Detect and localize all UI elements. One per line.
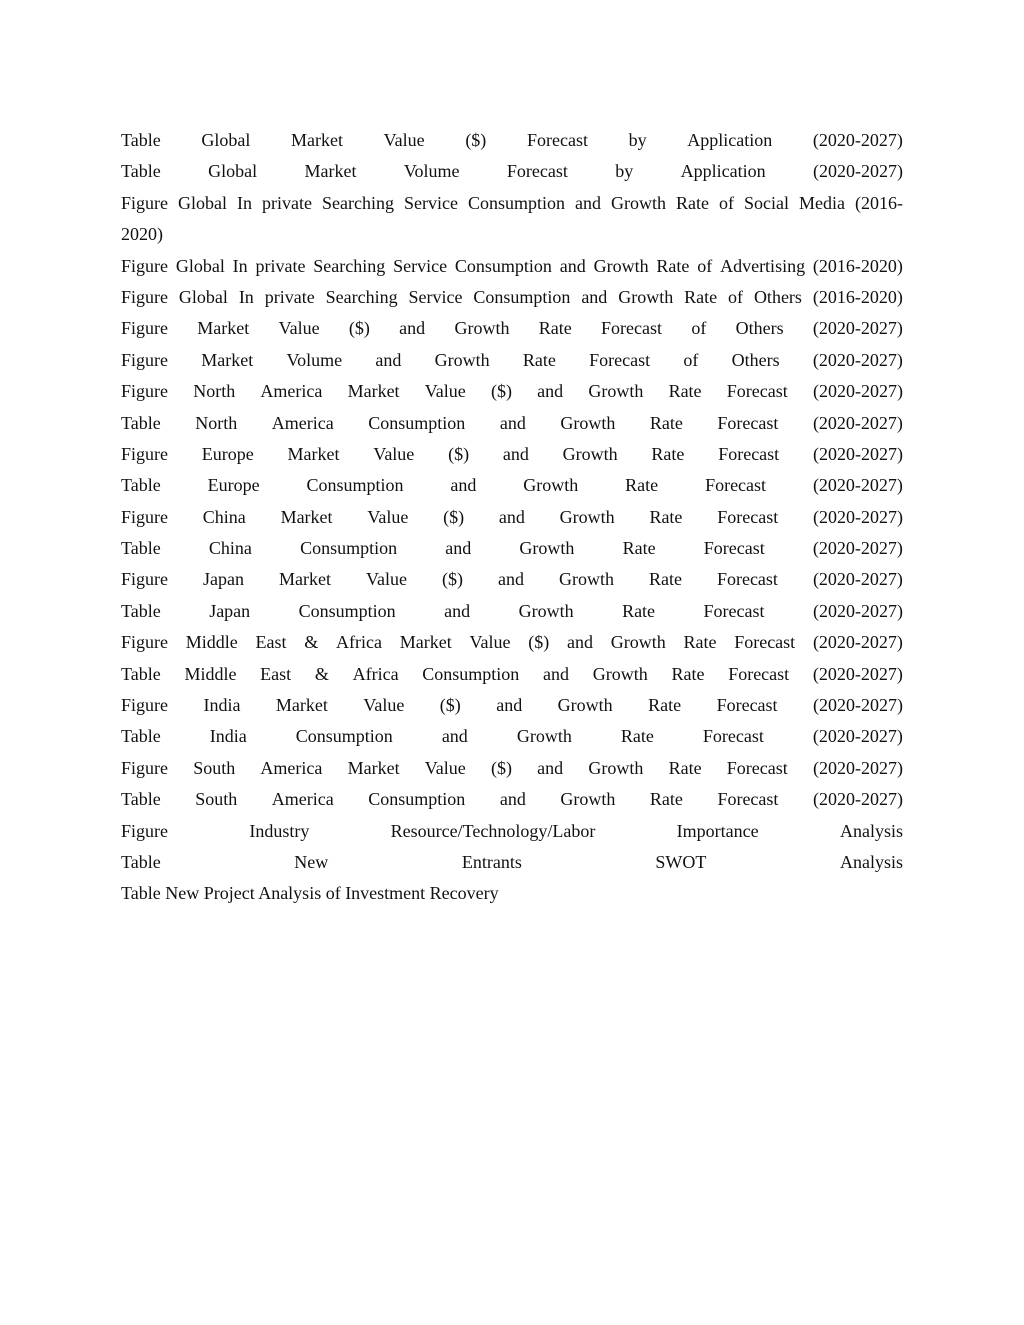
entry-word: Value (365, 569, 407, 590)
entry-word: Growth (592, 663, 648, 684)
entry-word: Middle (185, 632, 238, 653)
entry-word: Forecast (717, 506, 779, 527)
list-entry (121, 470, 903, 501)
list-entry (121, 502, 903, 533)
entry-word: of (691, 318, 707, 339)
list-entry (121, 313, 903, 344)
entry-word: and (375, 349, 402, 370)
entry-word: Advertising (720, 255, 806, 276)
list-entry (121, 659, 903, 690)
entry-word: (2020-2027) (812, 130, 903, 150)
entry-word: Market (201, 349, 254, 370)
entry-word: Consumption (473, 286, 571, 307)
entry-word: Importance (676, 820, 759, 841)
list-entry (121, 533, 903, 564)
entry-word: Rate (651, 443, 685, 464)
entry-word: and (399, 318, 426, 339)
entry-word: and (566, 632, 593, 653)
entry-word: Global (178, 286, 228, 307)
entry-word: (2020-2027) (812, 318, 903, 339)
entry-word: Growth (558, 569, 614, 590)
entry-word: Rate (671, 663, 705, 684)
entry-word: Table (121, 538, 161, 559)
entry-word: and (497, 569, 524, 590)
list-entry (121, 753, 903, 784)
entry-word: (2020-2027) (812, 726, 903, 747)
entry-word: Consumption (306, 475, 404, 496)
entry-word: of (728, 286, 744, 307)
list-entry (121, 564, 903, 595)
entry-word: Consumption (295, 726, 393, 747)
entry-word: ($) (448, 443, 470, 464)
entry-word: Forecast (589, 349, 651, 370)
list-entry (121, 816, 903, 847)
entry-word: Growth (557, 695, 613, 716)
entry-word: In (237, 192, 252, 213)
entry-word: Rate (622, 600, 656, 621)
entry-word: Application (680, 161, 766, 182)
entry-word: Growth (559, 506, 615, 527)
entry-word: Growth (516, 726, 572, 747)
entry-word: Analysis (839, 851, 903, 872)
entry-word: (2020-2027) (813, 695, 903, 716)
entry-word: Growth (593, 255, 649, 276)
entry-word: Africa (336, 632, 382, 653)
entry-word: Value (373, 443, 415, 464)
entry-word: and (441, 726, 468, 747)
entry-word: Market (347, 757, 400, 778)
entry-word: Growth (562, 443, 618, 464)
entry-word: Growth (518, 600, 574, 621)
entry-word: Service (393, 255, 448, 276)
entry-word: Entrants (461, 851, 522, 872)
entry-word: Table (121, 412, 161, 433)
entry-word: South (195, 789, 238, 810)
list-entry (121, 627, 903, 658)
entry-word: and (537, 757, 564, 778)
entry-word: Rate (648, 695, 682, 716)
entry-word: Market (304, 161, 357, 182)
entry-word: Rate (648, 569, 682, 590)
entry-word: In (238, 286, 254, 307)
entry-word: Figure (121, 632, 168, 653)
entry-word: Figure (121, 381, 168, 402)
entry-word: and (445, 538, 472, 559)
entry-word: Growth (523, 475, 579, 496)
entry-word: Growth (618, 286, 674, 307)
entry-word: (2020-2027) (812, 757, 903, 778)
entry-word: Searching (325, 286, 398, 307)
entry-word: America (271, 789, 334, 810)
entry-word: Forecast (703, 538, 765, 559)
entry-word: & (304, 632, 319, 653)
entry-word: (2016-2020) (812, 286, 903, 307)
entry-word: (2020-2027) (812, 506, 903, 527)
entry-word: (2020-2027) (812, 381, 903, 402)
entry-word: and (444, 600, 471, 621)
entry-word: Rate (538, 318, 572, 339)
entry-word: Table (121, 663, 161, 684)
list-entry (121, 784, 903, 815)
list-entry (121, 596, 903, 627)
entry-word: America (271, 412, 334, 433)
entry-word: Middle (184, 663, 237, 684)
entry-word: Market (287, 443, 340, 464)
entry-word: America (260, 381, 323, 402)
entry-word: Rate (668, 757, 702, 778)
list-entry (121, 690, 903, 721)
entry-word: Value (424, 757, 466, 778)
entry-word: (2020-2027) (812, 538, 903, 559)
entry-word: Consumption (467, 192, 565, 213)
entry-word: Figure (121, 695, 168, 716)
entry-word: Value (278, 318, 320, 339)
entry-word: SWOT (655, 851, 707, 872)
entry-word: Figure (121, 757, 168, 778)
entry-word: Rate (649, 506, 683, 527)
entry-word: by (628, 130, 647, 150)
entry-word: Others (735, 318, 784, 339)
entry-word: Consumption (300, 538, 398, 559)
entry-word: Searching (321, 192, 394, 213)
list-entry: 2020) (121, 224, 163, 245)
entry-word: and (574, 192, 601, 213)
entry-word: Figure (121, 569, 168, 590)
entry-word: & (314, 663, 329, 684)
entry-word: Application (687, 130, 773, 150)
list-entry (121, 188, 903, 219)
entry-word: Rate (649, 789, 683, 810)
entry-word: Market (197, 318, 250, 339)
entry-word: North (195, 412, 238, 433)
entry-word: Rate (684, 286, 718, 307)
entry-word: Figure (121, 286, 168, 307)
entry-word: India (209, 726, 247, 747)
entry-word: (2020-2027) (812, 632, 903, 653)
entry-word: New (294, 851, 329, 872)
entry-word: Figure (121, 318, 168, 339)
entry-word: Figure (121, 443, 168, 464)
entry-word: of (718, 192, 734, 213)
entry-word: Value (367, 506, 409, 527)
entry-word: Forecast (601, 318, 663, 339)
entry-word: Growth (454, 318, 510, 339)
list-entry (121, 439, 903, 470)
entry-word: Consumption (422, 663, 520, 684)
entry-word: Growth (519, 538, 575, 559)
list-entry (121, 282, 903, 313)
entry-word: Rate (649, 412, 683, 433)
list-entry (121, 847, 903, 878)
entry-word: private (264, 286, 315, 307)
entry-word: Global (208, 161, 258, 182)
entry-word: (2020-2027) (812, 443, 903, 464)
entry-word: Rate (625, 475, 659, 496)
entry-word: Consumption (298, 600, 396, 621)
entry-word: Africa (352, 663, 399, 684)
entry-word: Consumption (368, 789, 466, 810)
entry-word: Rate (656, 255, 690, 276)
entry-word: Service (403, 192, 458, 213)
entry-word: China (202, 506, 246, 527)
entry-word: Global (175, 255, 225, 276)
entry-word: Analysis (839, 820, 903, 841)
entry-word: Volume (286, 349, 343, 370)
entry-word: ($) (465, 130, 487, 150)
entry-word: Growth (588, 757, 644, 778)
entry-word: Searching (313, 255, 386, 276)
entry-word: and (581, 286, 608, 307)
entry-word: Growth (588, 381, 644, 402)
entry-word: and (498, 506, 525, 527)
entry-word: Rate (522, 349, 556, 370)
entry-word: Social (743, 192, 789, 213)
list-entry: Table New Project Analysis of Investment Recovery (121, 883, 499, 904)
list-entry (121, 251, 903, 282)
entry-word: and (499, 412, 526, 433)
entry-word: South (193, 757, 236, 778)
entry-word: (2020-2027) (812, 161, 903, 182)
entry-word: Market (280, 506, 333, 527)
entry-word: Growth (610, 632, 666, 653)
entry-word: of (683, 349, 699, 370)
entry-word: Forecast (703, 600, 765, 621)
entry-word: Table (121, 130, 161, 150)
entry-word: Figure (121, 820, 168, 841)
entry-word: Resource/Technology/Labor (390, 820, 596, 841)
entry-word: Forecast (726, 381, 788, 402)
entry-word: Forecast (717, 789, 779, 810)
entry-word: Table (121, 726, 161, 747)
entry-word: Figure (121, 349, 168, 370)
entry-word: and (537, 381, 564, 402)
entry-word: In (232, 255, 248, 276)
entry-word: ($) (443, 506, 465, 527)
entry-word: Rate (622, 538, 656, 559)
entry-word: Forecast (716, 695, 778, 716)
list-entry (121, 721, 903, 752)
entry-word: ($) (348, 318, 370, 339)
entry-word: (2020-2027) (812, 412, 903, 433)
entry-word: Table (121, 851, 161, 872)
entry-word: Value (424, 381, 466, 402)
entry-word: Rate (683, 632, 717, 653)
entry-word: Forecast (718, 443, 780, 464)
entry-word: Consumption (368, 412, 466, 433)
list-of-tables-and-figures (121, 125, 903, 910)
entry-word: Volume (403, 161, 460, 182)
list-entry (121, 408, 903, 439)
entry-word: East (255, 632, 287, 653)
entry-word: Value (363, 695, 405, 716)
entry-word: Forecast (726, 757, 788, 778)
entry-word: private (255, 255, 306, 276)
entry-word: (2020-2027) (812, 349, 903, 370)
entry-word: China (208, 538, 252, 559)
entry-word: Forecast (734, 632, 796, 653)
entry-word: Table (121, 475, 161, 496)
entry-word: ($) (490, 757, 512, 778)
entry-word: Growth (560, 789, 616, 810)
entry-word: ($) (441, 569, 463, 590)
entry-word: (2020-2027) (812, 475, 903, 496)
entry-word: Value (469, 632, 511, 653)
entry-word: Table (121, 789, 161, 810)
entry-word: Rate (620, 726, 654, 747)
entry-word: Global (201, 130, 251, 150)
entry-word: Figure (121, 506, 168, 527)
entry-word: Growth (610, 192, 666, 213)
entry-word: America (260, 757, 323, 778)
entry-word: Market (278, 569, 331, 590)
entry-word: Others (753, 286, 802, 307)
entry-word: ($) (490, 381, 512, 402)
entry-word: by (615, 161, 634, 182)
entry-word: Forecast (717, 412, 779, 433)
entry-word: Rate (675, 192, 709, 213)
entry-word: Europe (207, 475, 260, 496)
entry-word: Global (178, 192, 227, 213)
entry-word: Forecast (728, 663, 790, 684)
entry-word: (2020-2027) (812, 600, 903, 621)
entry-word: Market (399, 632, 452, 653)
entry-word: ($) (528, 632, 550, 653)
entry-word: (2020-2027) (812, 569, 903, 590)
entry-word: Consumption (454, 255, 552, 276)
entry-word: and (559, 255, 586, 276)
entry-word: Forecast (506, 161, 568, 182)
entry-word: and (499, 789, 526, 810)
entry-word: Forecast (702, 726, 764, 747)
entry-word: Figure (121, 192, 168, 213)
entry-word: North (193, 381, 236, 402)
entry-word: Figure (121, 255, 168, 276)
entry-word: India (203, 695, 241, 716)
entry-word: and (450, 475, 477, 496)
entry-word: Industry (249, 820, 310, 841)
entry-word: Market (291, 130, 344, 150)
entry-word: Europe (201, 443, 254, 464)
entry-word: Service (408, 286, 463, 307)
entry-word: Market (347, 381, 400, 402)
entry-word: (2016- (854, 192, 903, 213)
entry-word: ($) (439, 695, 461, 716)
entry-word: East (260, 663, 292, 684)
entry-word: Growth (560, 412, 616, 433)
entry-word: Table (121, 161, 161, 182)
list-entry (121, 156, 903, 187)
entry-word: (2016-2020) (812, 255, 903, 276)
entry-word: Forecast (716, 569, 778, 590)
entry-word: Japan (203, 569, 244, 590)
entry-word: Table (121, 600, 161, 621)
entry-word: and (496, 695, 523, 716)
entry-word: Others (731, 349, 780, 370)
entry-word: Japan (209, 600, 251, 621)
entry-word: of (697, 255, 713, 276)
list-entry (121, 125, 903, 156)
entry-word: and (502, 443, 529, 464)
entry-word: Forecast (526, 130, 588, 150)
entry-word: Media (798, 192, 845, 213)
entry-word: (2020-2027) (812, 663, 903, 684)
entry-word: (2020-2027) (812, 789, 903, 810)
entry-word: Rate (668, 381, 702, 402)
list-entry (121, 345, 903, 376)
entry-word: Forecast (705, 475, 767, 496)
entry-word: private (262, 192, 312, 213)
entry-word: and (543, 663, 570, 684)
entry-word: Growth (434, 349, 490, 370)
list-entry (121, 376, 903, 407)
entry-word: Market (275, 695, 328, 716)
entry-word: Value (383, 130, 425, 150)
